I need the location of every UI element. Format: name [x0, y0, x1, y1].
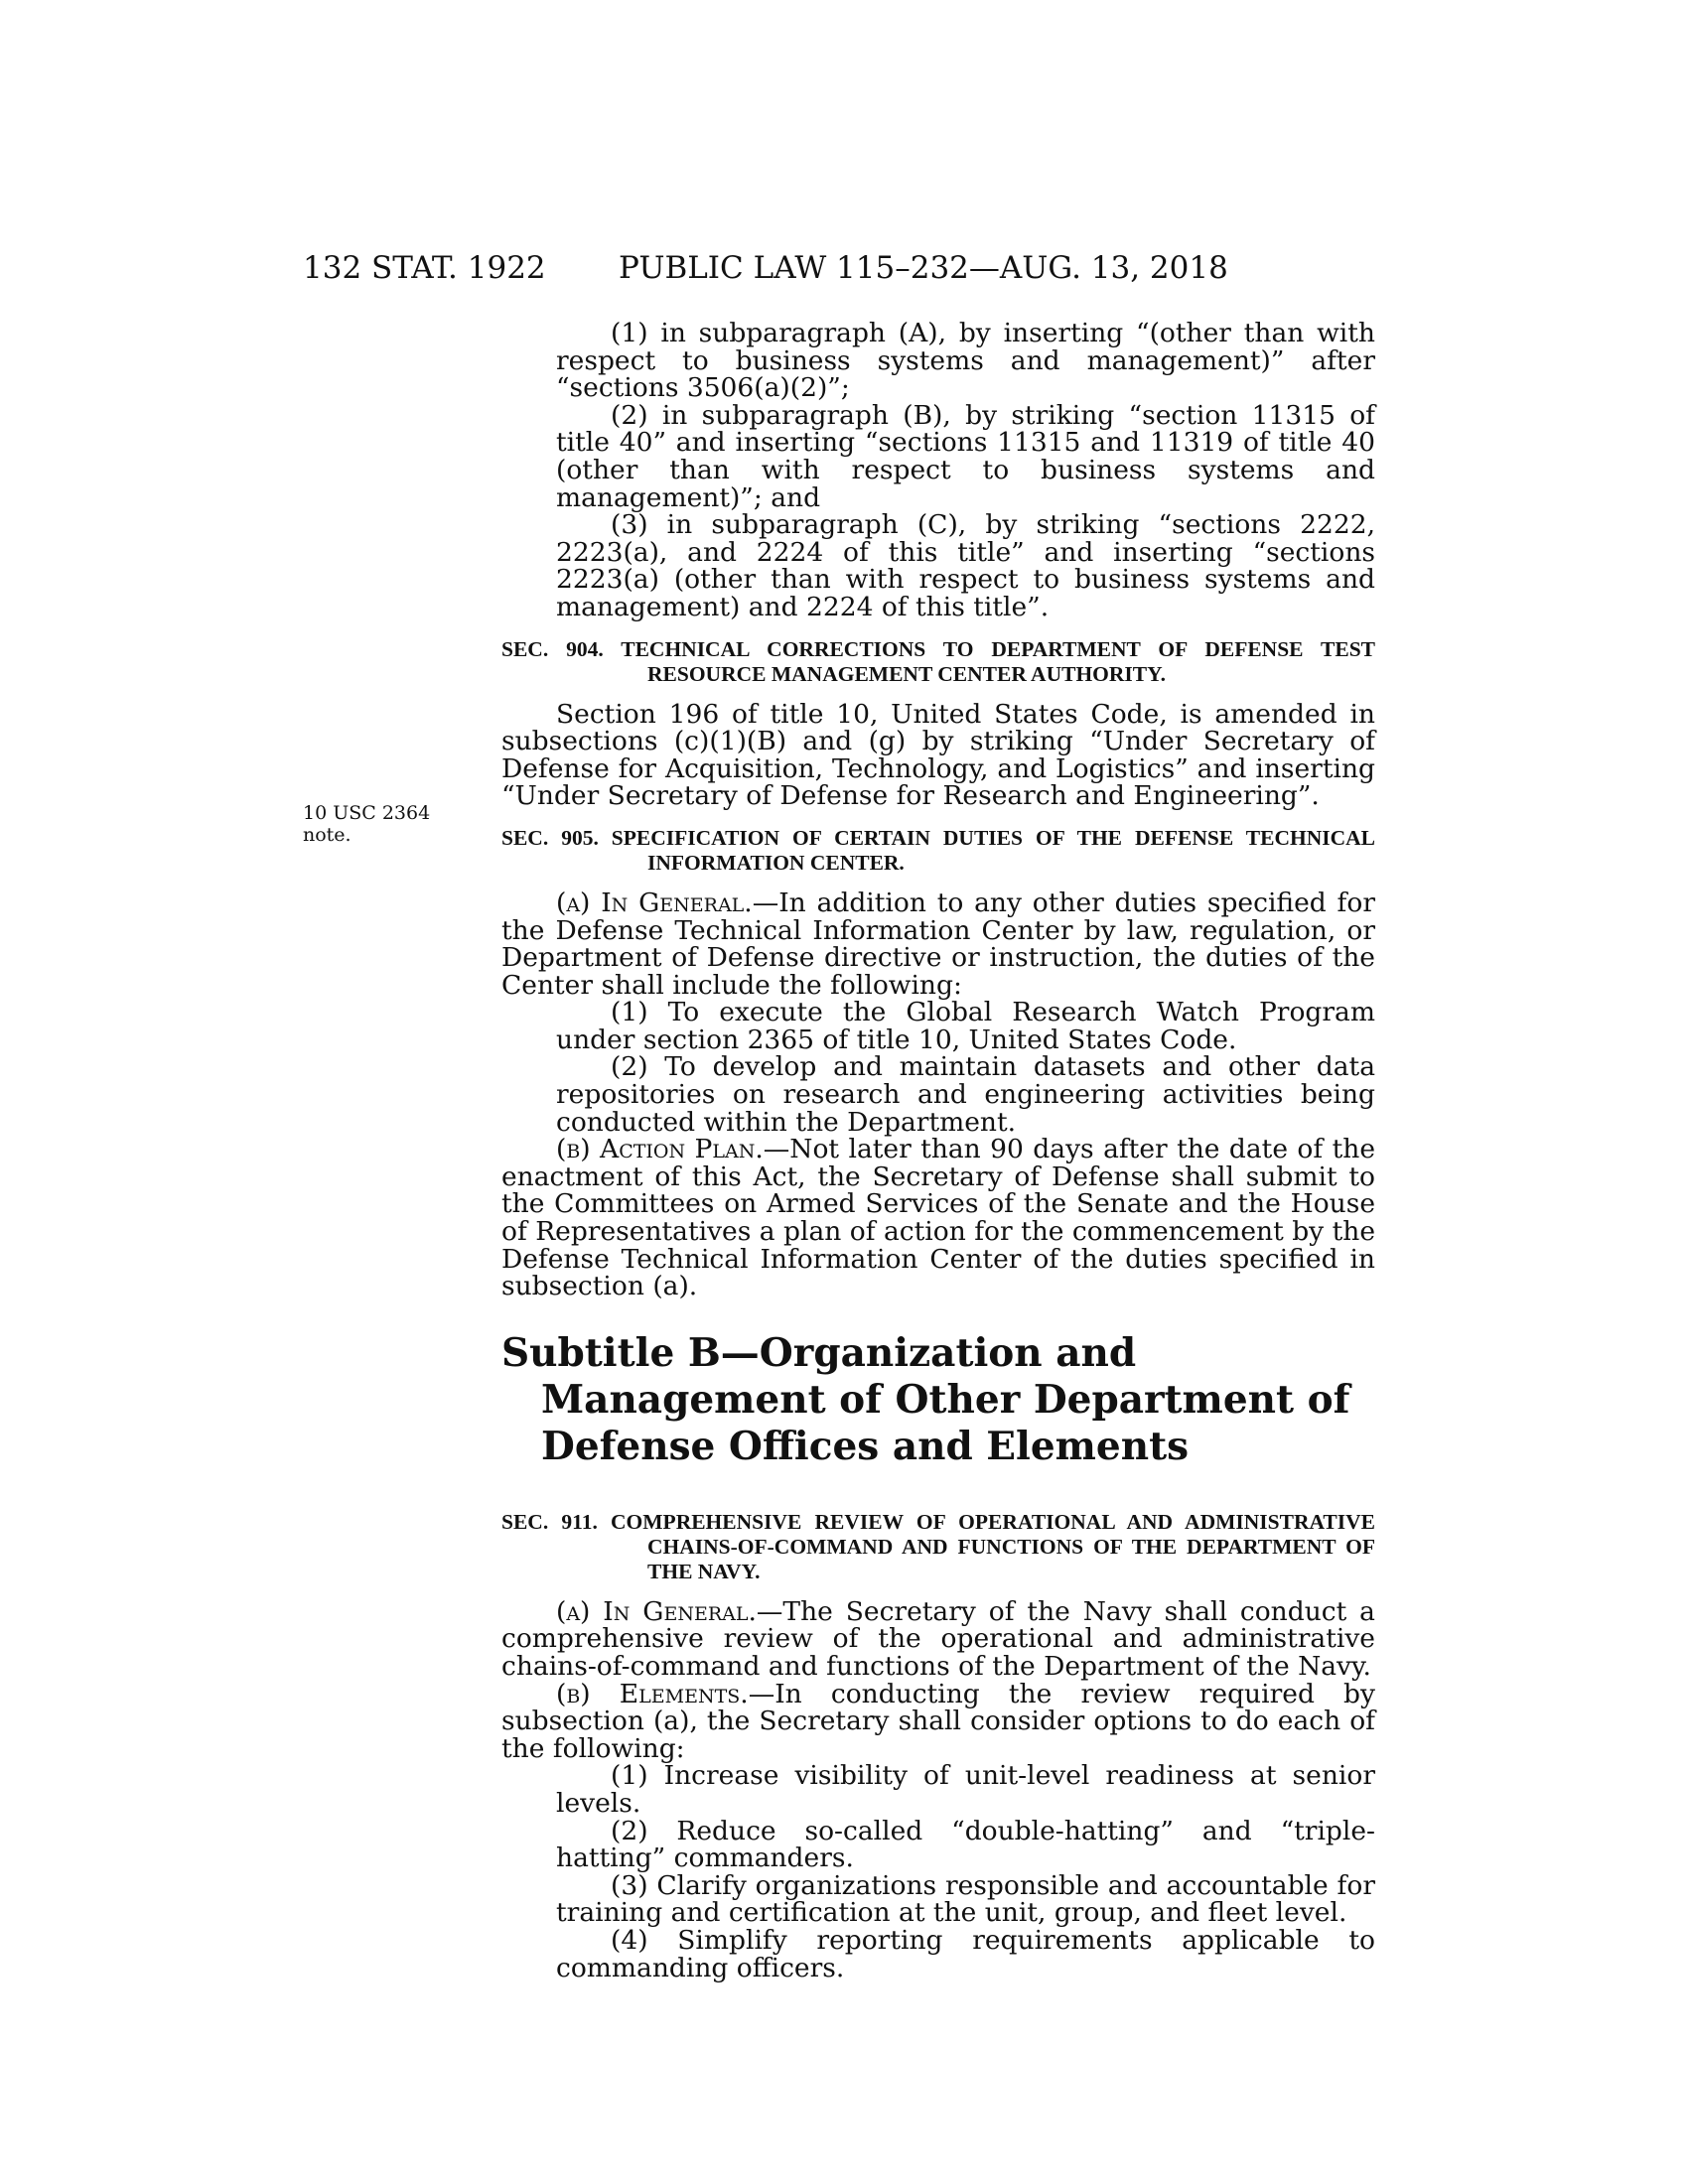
- sec-905-b: [501, 1136, 1375, 1300]
- sec-911-b2: (2) Reduce so-called “double-hatting” and “triple-hatting” commanders.: [556, 1815, 1375, 1874]
- sec-905-a: [501, 889, 1375, 999]
- sec-905-a2: (2) To develop and maintain datasets and other data repositories on research and engineering activities being conducted within the Department.: [556, 1051, 1375, 1138]
- sec-911-a-label: (a) In General.: [556, 1595, 757, 1627]
- sec-911-b-label: (b) Elements.: [556, 1678, 749, 1709]
- sec-904-heading: SEC. 904. TECHNICAL CORRECTIONS TO DEPARTMENT OF DEFENSE TEST RESOURCE MANAGEMENT CENTER AUTHORITY.: [501, 636, 1375, 686]
- sec-911-b: [501, 1678, 1375, 1764]
- sec-911-b-text: —In conducting the review required by subsection (a), the Secretary shall consider options to do each of the following:: [501, 1678, 1375, 1764]
- sec-905-a-label: (a) In General.: [556, 887, 753, 918]
- margin-note-line1: 10 USC 2364: [303, 802, 431, 824]
- subtitle-heading: Subtitle B—Organization and Management of Other Department of Defense Offices and Elements: [501, 1329, 1350, 1469]
- sec-911-heading: SEC. 911. COMPREHENSIVE REVIEW OF OPERATIONAL AND ADMINISTRATIVE CHAINS-OF-COMMAND AND FUNCTIONS OF THE DEPARTMENT OF THE NAVY.: [501, 1509, 1375, 1583]
- sec-905-b-text: —Not later than 90 days after the date of the enactment of this Act, the Secretary of Defense shall submit to the Committees on Armed Services of the Senate and the House of Representatives a plan of action for the commencement by the Defense Technical Information Center of the duties specified in subsection (a).: [501, 1134, 1376, 1302]
- sec-911-b1: (1) Increase visibility of unit-level readiness at senior levels.: [556, 1760, 1375, 1819]
- sec-911-b4: (4) Simplify reporting requirements applicable to commanding officers.: [556, 1924, 1375, 1983]
- sec-905-heading: SEC. 905. SPECIFICATION OF CERTAIN DUTIES OF THE DEFENSE TECHNICAL INFORMATION CENTER.: [501, 825, 1375, 875]
- paragraph-1: (1) in subparagraph (A), by inserting “(other than with respect to business systems and management)” after “sections 3506(a)(2)”;: [556, 318, 1375, 404]
- sec-905-b-label: (b) Action Plan.: [556, 1134, 764, 1165]
- margin-note: [303, 802, 432, 846]
- sec-911-a-text: —The Secretary of the Navy shall conduct a comprehensive review of the operational and administrative chains-of-command and functions of the Department of the Navy.: [501, 1595, 1375, 1682]
- page-header: [303, 250, 1365, 290]
- running-title: PUBLIC LAW 115–232—AUG. 13, 2018: [619, 250, 1228, 286]
- stat-citation: 132 STAT. 1922: [303, 250, 546, 286]
- paragraph-3: (3) in subparagraph (C), by striking “sections 2222, 2223(a), and 2224 of this title” and inserting “sections 2223(a) (other than with respect to business systems and management) and 2224 of this title”.: [556, 509, 1375, 622]
- sec-911-b3: (3) Clarify organizations responsible and accountable for training and certification at the unit, group, and fleet level.: [556, 1869, 1375, 1929]
- sec-905-a1: (1) To execute the Global Research Watch Program under section 2365 of title 10, United States Code.: [556, 997, 1375, 1055]
- paragraph-2: (2) in subparagraph (B), by striking “section 11315 of title 40” and inserting “sections 11315 and 11319 of title 40 (other than with respect to business systems and management)”; and: [556, 399, 1375, 513]
- sec-905-a-text: —In addition to any other duties specified for the Defense Technical Information Center by law, regulation, or Department of Defense directive or instruction, the duties of the Center shall include the following:: [501, 887, 1375, 1001]
- document-body: [501, 320, 1375, 1981]
- sec-911-a: [501, 1595, 1375, 1682]
- margin-note-line2: note.: [303, 824, 352, 846]
- sec-904-body: Section 196 of title 10, United States Code, is amended in subsections (c)(1)(B) and (g) by striking “Under Secretary of Defense for Acquisition, Technology, and Logistics” and inserting “Under Secretary of Defense for Research and Engineering”.: [501, 698, 1375, 812]
